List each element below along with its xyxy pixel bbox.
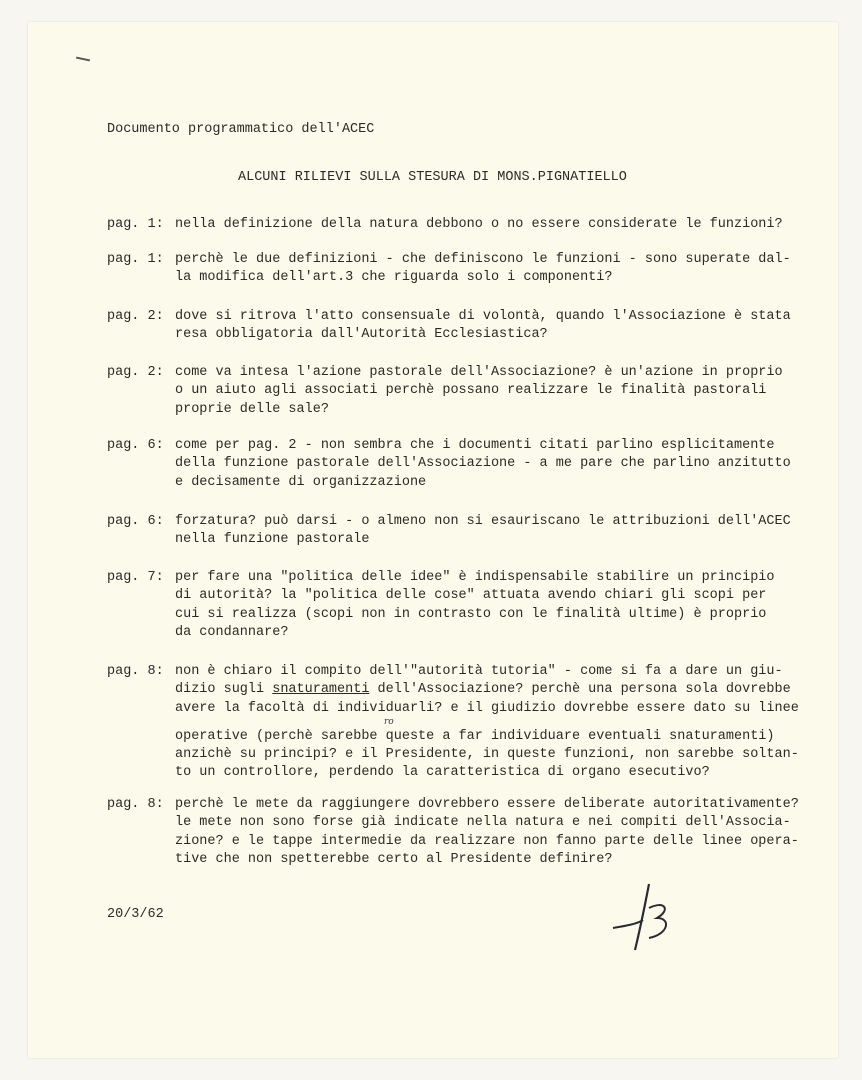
note-line: come va intesa l'azione pastorale dell'Associazione? è un'azione in proprio [175, 365, 783, 380]
note-line: nella definizione della natura debbono o no essere considerate le funzioni? [175, 217, 783, 232]
page-ref-label: pag. 8: [107, 797, 164, 812]
note-line: dove si ritrova l'atto consensuale di volontà, quando l'Associazione è stata [175, 309, 791, 324]
note-line: perchè le mete da raggiungere dovrebbero essere deliberate autoritativamente? [175, 797, 799, 812]
note-line: zione? e le tappe intermedie da realizzare non fanno parte delle linee opera- [175, 833, 799, 849]
note-line: o un aiuto agli associati perchè possano realizzare le finalità pastorali [175, 383, 767, 399]
page-ref-label: pag. 2: [107, 309, 164, 324]
note-line: anzichè su principi? e il Presidente, in queste funzioni, non sarebbe soltan- [175, 747, 799, 763]
note-line: dizio sugli snaturamenti dell'Associazione? perchè una persona sola dovrebbe [175, 682, 791, 698]
page-ref-label: pag. 1: [107, 252, 164, 267]
note-line: operative (perchè sarebbe queste a far individuare eventuali snaturamenti) [175, 728, 775, 744]
note-line: e decisamente di organizzazione [175, 474, 427, 490]
document-date: 20/3/62 [107, 907, 164, 922]
note-line: della funzione pastorale dell'Associazione - a me pare che parlino anzitutto [175, 456, 791, 472]
note-line: cui si realizza (scopi non in contrasto con le finalità ultime) è proprio [175, 606, 767, 622]
page-ref-label: pag. 1: [107, 217, 164, 232]
note-line: forzatura? può darsi - o almeno non si esauriscano le attribuzioni dell'ACEC [175, 514, 791, 529]
page-ref-label: pag. 2: [107, 365, 164, 380]
note-line: per fare una "politica delle idee" è indispensabile stabilire un principio [175, 570, 775, 585]
document-title: ALCUNI RILIEVI SULLA STESURA DI MONS.PIGNATIELLO [238, 170, 627, 185]
signature [605, 880, 685, 960]
page-ref-label: pag. 8: [107, 664, 164, 679]
note-line: la modifica dell'art.3 che riguarda solo i componenti? [175, 270, 613, 286]
note-line: da condannare? [175, 624, 289, 640]
underlined-word: snaturamenti [272, 682, 370, 698]
page-ref-label: pag. 6: [107, 438, 164, 453]
handwritten-insert: ro [384, 717, 394, 727]
note-line: proprie delle sale? [175, 401, 329, 417]
page-ref-label: pag. 7: [107, 570, 164, 585]
document-header: Documento programmatico dell'ACEC [107, 122, 375, 137]
note-line: nella funzione pastorale [175, 532, 370, 548]
note-line: resa obbligatoria dall'Autorità Ecclesiastica? [175, 327, 548, 343]
note-line: perchè le due definizioni - che definiscono le funzioni - sono superate dal- [175, 252, 791, 267]
note-line: avere la facoltà di individuarli? e il giudizio dovrebbe essere dato su linee [175, 700, 799, 716]
note-line: le mete non sono forse già indicate nella natura e nei compiti dell'Associa- [175, 815, 791, 831]
note-line: come per pag. 2 - non sembra che i documenti citati parlino esplicitamente [175, 438, 775, 453]
page-ref-label: pag. 6: [107, 514, 164, 529]
note-line: to un controllore, perdendo la caratteristica di organo esecutivo? [175, 765, 710, 781]
note-line: di autorità? la "politica delle cose" attuata avendo chiari gli scopi per [175, 588, 767, 604]
note-line: tive che non spetterebbe certo al Presidente definire? [175, 851, 613, 867]
note-line: non è chiaro il compito dell'"autorità tutoria" - come si fa a dare un giu- [175, 664, 783, 679]
